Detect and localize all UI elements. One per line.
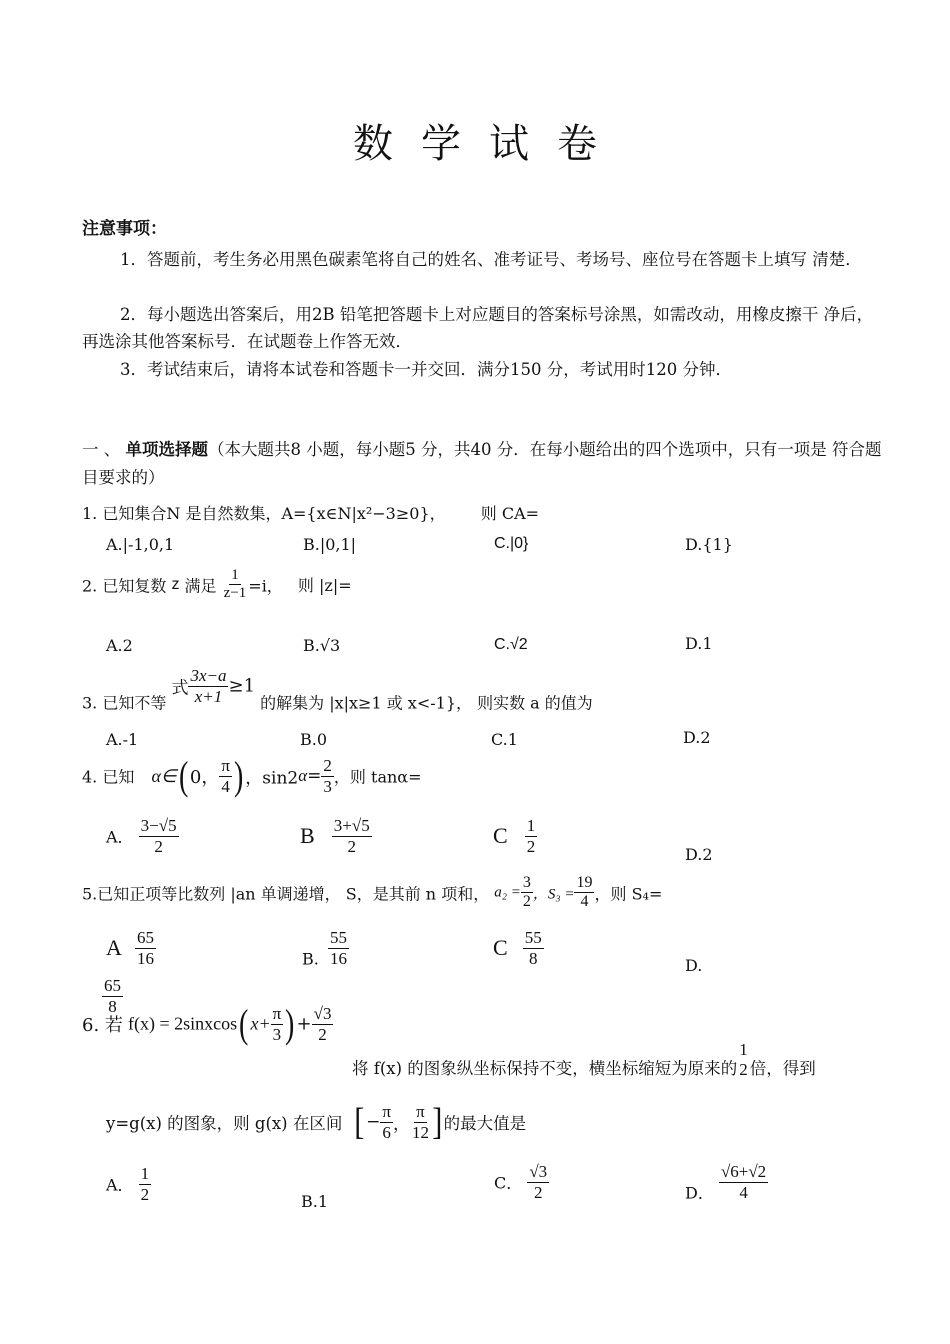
q5-opt-d-num: 65 <box>104 976 121 995</box>
title-char: 数 <box>353 121 393 167</box>
q5-option-a[interactable] <box>106 928 156 968</box>
q4-alpha: α∈ <box>151 765 177 786</box>
q6-int-a-fraction <box>380 1102 393 1142</box>
q2-option-b[interactable]: B.√3 <box>303 636 341 655</box>
q6-two: 2 <box>318 1024 327 1044</box>
q2-frac-num: 1 <box>229 567 241 585</box>
q4-comma: ，sin2 <box>245 768 299 789</box>
q6-opt-a-num: 1 <box>140 1164 150 1183</box>
q6-bracket-right: ] <box>432 1101 443 1144</box>
q6-int-a-num: π <box>382 1102 391 1121</box>
q1-stem-a: 1. 已知集合N 是自然数集，A={x∈N|x²−3≥0}， <box>82 504 446 523</box>
q6-line2-a: 将 f(x) 的图象纵坐标保持不变，横坐标缩短为原来的 <box>352 1059 738 1079</box>
q1-option-a[interactable]: A.|-1,0,1 <box>106 535 175 554</box>
q5-opt-a-label: A <box>106 935 122 961</box>
q5-a2-den: 2 <box>522 893 531 911</box>
q4-option-b[interactable] <box>300 816 372 856</box>
q2-stem-a: 2. 已知复数 <box>82 576 167 596</box>
q4-frac-den: 3 <box>323 776 332 796</box>
q5-a2-num: 3 <box>521 874 533 893</box>
q2-stem-c: 则 |z|= <box>297 576 352 596</box>
q6-opt-c-den: 2 <box>534 1182 543 1202</box>
q5-s3: ，S₃ = <box>532 886 575 903</box>
q5-opt-d-den: 8 <box>108 996 117 1016</box>
q3-option-b[interactable]: B.0 <box>300 730 328 749</box>
q5-stem-a: 5.已知正项等比数列 |an 单调递增， S，是其前 n 项和， <box>82 884 490 904</box>
q4-opt-b-fraction <box>332 816 372 856</box>
q3-frac-num: 3x−a <box>190 666 227 685</box>
q4-opt-c-num: 1 <box>526 816 536 835</box>
question-6-stem <box>82 1001 333 1047</box>
q1-option-c[interactable]: C.|0} <box>494 535 529 552</box>
q4-frac-num: 2 <box>323 756 332 775</box>
q6-int-a-den: 6 <box>382 1122 391 1142</box>
q5-opt-c-label: C <box>493 935 508 961</box>
question-5-stem <box>82 874 662 912</box>
q6-pi-fraction <box>271 1004 284 1044</box>
q4-option-d[interactable]: D.2 <box>685 845 713 864</box>
q5-opt-b-label: B. <box>302 949 319 969</box>
q5-a2: a₂ = <box>494 884 521 901</box>
q5-s3-num: 19 <box>574 874 594 893</box>
q6-line-3 <box>106 1102 526 1142</box>
q6-label: 6. 若 <box>82 1015 123 1037</box>
q5-opt-a-den: 16 <box>136 948 154 968</box>
question-2-stem <box>82 567 352 603</box>
q5-s3-fraction <box>574 874 594 912</box>
q2-option-a[interactable]: A.2 <box>106 636 133 655</box>
q6-line3-a: y=g(x) 的图象，则 g(x) 在区间 <box>106 1114 343 1134</box>
q5-option-b[interactable] <box>302 928 349 969</box>
q3-stem-b: 的解集为 |x|x≥1 或 x<-1}， 则实数 a 的值为 <box>260 693 593 713</box>
q6-opt-a-fraction <box>139 1164 152 1204</box>
section-desc: （本大题共8 小题，每小题5 分，共40 分．在每小题给出的四个选项中，只有一项是 符合题目要求的） <box>82 440 882 487</box>
q5-opt-c-den: 8 <box>529 948 538 968</box>
title-char: 卷 <box>557 121 597 167</box>
q6-opt-d-fraction <box>719 1162 768 1202</box>
page-title <box>0 112 950 169</box>
q6-half-den: 2 <box>739 1059 748 1079</box>
notice-item-3: 3．考试结束后，请将本试卷和答题卡一并交回．满分150 分，考试用时120 分钟． <box>120 360 732 379</box>
question-3-stem <box>82 666 593 714</box>
q5-opt-b-den: 16 <box>329 948 347 968</box>
q4-four: 4 <box>221 776 230 796</box>
q6-opt-c-label: C． <box>494 1173 523 1193</box>
notice-item-1: 1．答题前，考生务必用黑色碳素笔将自己的姓名、准考证号、考场号、座位号在答题卡上填写 清楚． <box>120 250 862 269</box>
q6-comma: ， <box>392 1114 410 1135</box>
q2-stem-b: 满足 <box>184 576 217 596</box>
q4-zero: 0， <box>189 767 220 789</box>
q6-sqrt3: √3 <box>313 1004 332 1023</box>
q4-alpha2: α <box>298 766 308 786</box>
title-char: 试 <box>489 121 529 167</box>
q4-opt-c-fraction <box>525 816 538 856</box>
q3-fraction <box>188 666 228 706</box>
q3-ge: ≥1 <box>228 675 256 697</box>
q5-option-d[interactable]: D. <box>685 956 703 975</box>
q6-line-2 <box>352 1040 816 1079</box>
q4-opt-a-label: A． <box>106 827 134 847</box>
q5-opt-c-fraction <box>523 928 544 968</box>
question-4-stem <box>82 753 422 799</box>
q2-frac-den: z−1 <box>223 585 247 602</box>
question-1-stem <box>82 501 539 524</box>
q4-pi-fraction <box>219 756 232 796</box>
q4-opt-a-fraction <box>139 816 179 856</box>
q5-option-c[interactable] <box>493 928 544 968</box>
q6-func: f(x) = 2sinxcos <box>128 1013 238 1034</box>
q4-option-a[interactable] <box>106 816 179 856</box>
q4-pi: π <box>221 756 230 775</box>
q6-line3-b: 的最大值是 <box>443 1114 527 1134</box>
q6-int-b-den: 12 <box>411 1122 429 1142</box>
q3-shi: 式 <box>171 678 189 699</box>
q3-option-d[interactable]: D.2 <box>683 728 711 747</box>
q4-fraction <box>321 756 334 796</box>
q5-stem-b: ，则 S₄= <box>594 884 663 904</box>
q6-minus: − <box>366 1112 381 1133</box>
q4-opt-c-label: C <box>493 823 508 849</box>
q4-stem-b: ，则 tanα= <box>333 767 422 787</box>
section-heading <box>82 436 882 491</box>
q4-opt-a-num: 3−√5 <box>140 816 177 835</box>
q4-opt-b-num: 3+√5 <box>333 816 370 835</box>
q4-paren-right: ) <box>233 753 244 799</box>
q2-eq: =i， <box>248 576 283 596</box>
q6-option-c[interactable] <box>494 1162 549 1202</box>
q4-stem-a: 4. 已知 <box>82 767 135 787</box>
q1-option-b[interactable]: B.|0,1| <box>303 535 357 554</box>
q5-opt-a-num: 65 <box>136 928 154 947</box>
notice-item-2: 2．每小题选出答案后，用2B 铅笔把答题卡上对应题目的答案标号涂黑，如需改动，用橡皮擦干 净后，再选涂其他答案标号．在试题卷上作答无效． <box>82 305 874 351</box>
q1-option-d[interactable]: D.{1} <box>685 535 733 554</box>
q3-frac-den: x+1 <box>194 686 223 706</box>
section-name: 单项选择题 <box>125 441 208 459</box>
q6-paren-left: ( <box>239 1001 249 1047</box>
q2-fraction <box>222 567 249 603</box>
q6-half-fraction <box>737 1040 750 1079</box>
q6-bracket-left: [ <box>354 1101 365 1144</box>
q6-plus: + <box>296 1013 312 1035</box>
q3-option-a[interactable]: A.-1 <box>106 730 139 749</box>
q6-int-b-num: π <box>416 1102 425 1121</box>
q6-sqrt3-fraction <box>312 1004 334 1044</box>
q5-a2-fraction <box>521 874 533 912</box>
q4-option-c[interactable] <box>493 816 537 856</box>
q6-option-b[interactable]: B.1 <box>301 1192 329 1211</box>
q1-stem-b: 则 CA= <box>480 504 540 523</box>
q4-eq: = <box>307 766 322 787</box>
q6-half-num: 1 <box>739 1040 748 1059</box>
q5-opt-b-fraction <box>328 928 349 968</box>
q6-option-d[interactable] <box>685 1162 768 1204</box>
q5-s3-den: 4 <box>580 893 589 911</box>
q6-opt-d-num: √6+√2 <box>720 1162 767 1181</box>
q2-var-z: z <box>171 575 180 593</box>
q4-opt-b-label: B <box>300 823 315 849</box>
q3-option-c[interactable]: C.1 <box>491 730 518 749</box>
q6-inner: x+ <box>250 1013 271 1034</box>
q6-opt-a-den: 2 <box>140 1184 150 1204</box>
q6-opt-d-den: 4 <box>739 1182 748 1202</box>
q6-int-b-fraction <box>410 1102 431 1142</box>
q6-opt-c-num: √3 <box>529 1162 548 1181</box>
q6-option-a[interactable] <box>106 1164 151 1204</box>
q6-three: 3 <box>272 1024 282 1044</box>
q6-line2-b: 倍，得到 <box>749 1059 816 1079</box>
q4-paren-left: ( <box>178 753 188 799</box>
q4-opt-a-den: 2 <box>154 836 163 856</box>
notice-heading: 注意事项： <box>82 219 167 239</box>
q5-opt-a-fraction <box>135 928 156 968</box>
q6-opt-c-fraction <box>527 1162 549 1202</box>
q6-paren-right: ) <box>285 1001 295 1047</box>
q5-opt-b-num: 55 <box>329 928 347 947</box>
q2-option-c[interactable]: C.√2 <box>494 636 528 653</box>
q5-opt-c-num: 55 <box>524 928 542 947</box>
section-number: 一 、 <box>82 440 121 459</box>
q2-option-d[interactable]: D.1 <box>685 634 713 653</box>
q4-opt-b-den: 2 <box>347 836 356 856</box>
title-char: 学 <box>421 121 461 167</box>
q6-opt-a-label: A． <box>106 1175 134 1195</box>
q6-pi: π <box>272 1004 282 1023</box>
q3-stem-a: 3. 已知不等 <box>82 693 167 713</box>
q4-opt-c-den: 2 <box>526 836 536 856</box>
q6-opt-d-label: D． <box>685 1183 714 1203</box>
